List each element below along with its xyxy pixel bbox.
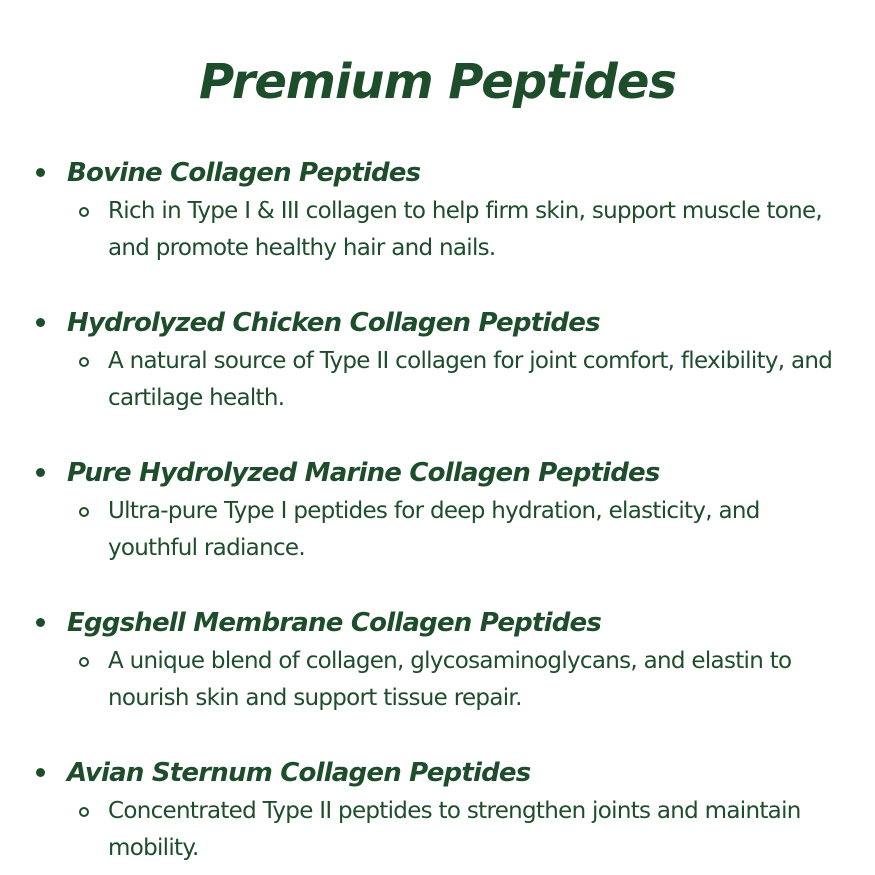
hollow-bullet-icon [79,657,89,667]
peptide-name: Eggshell Membrane Collagen Peptides [67,608,602,638]
peptide-name: Pure Hydrolyzed Marine Collagen Peptides [67,458,660,488]
hollow-bullet-icon [79,807,89,817]
peptide-name: Hydrolyzed Chicken Collagen Peptides [67,308,600,338]
bullet-icon [36,618,45,627]
list-item [0,750,875,875]
hollow-bullet-icon [79,507,89,517]
bullet-icon [36,768,45,777]
hollow-bullet-icon [79,357,89,367]
peptide-description: Rich in Type I & III collagen to help firm skin, support muscle tone, and promote healthy hair and nails. [108,198,823,261]
page-title: Premium Peptides [199,54,676,110]
peptide-description: A unique blend of collagen, glycosaminoglycans, and elastin to nourish skin and support tissue repair. [108,648,792,711]
peptide-name: Avian Sternum Collagen Peptides [67,758,531,788]
peptide-description: A natural source of Type II collagen for joint comfort, flexibility, and cartilage health. [108,348,833,411]
list-item [0,150,875,300]
list-item [0,600,875,750]
bullet-icon [36,468,45,477]
peptide-name: Bovine Collagen Peptides [67,158,421,188]
bullet-icon [36,318,45,327]
hollow-bullet-icon [79,207,89,217]
peptide-description: Concentrated Type II peptides to strengthen joints and maintain mobility. [108,798,801,861]
peptide-list [0,150,875,875]
list-item [0,300,875,450]
peptide-description: Ultra-pure Type I peptides for deep hydration, elasticity, and youthful radiance. [108,498,760,561]
list-item [0,450,875,600]
bullet-icon [36,168,45,177]
